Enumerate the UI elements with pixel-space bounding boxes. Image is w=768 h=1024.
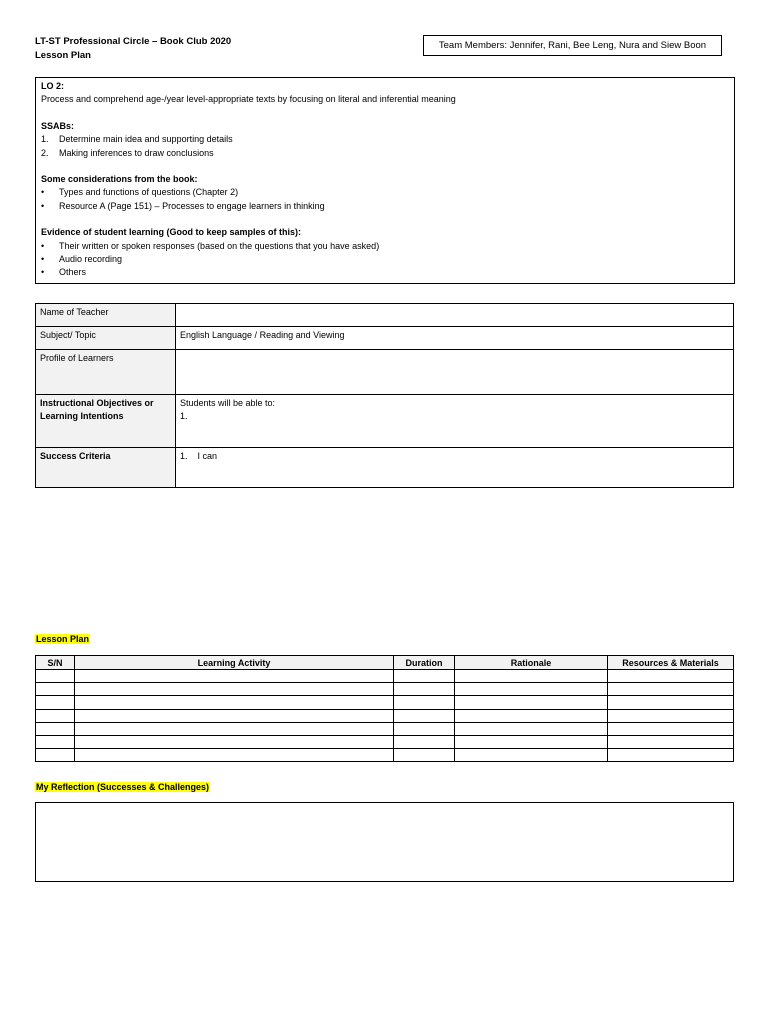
profile-label: Profile of Learners (36, 350, 176, 395)
table-cell[interactable] (36, 696, 75, 709)
table-row (36, 683, 734, 696)
table-cell[interactable] (455, 722, 608, 735)
team-members-box: Team Members: Jennifer, Rani, Bee Leng, Nura and Siew Boon (423, 35, 722, 56)
objectives-label: Instructional Objectives or Learning Intentions (36, 395, 176, 448)
table-row (36, 448, 734, 488)
table-row (36, 350, 734, 395)
objectives-field[interactable]: Students will be able to: 1. (176, 395, 734, 448)
table-row (36, 670, 734, 683)
table-cell[interactable] (608, 749, 734, 762)
lesson-info-table (35, 303, 734, 488)
lo-heading: LO 2: (41, 81, 65, 91)
evidence-heading: Evidence of student learning (Good to keep samples of this): (41, 227, 302, 238)
table-cell[interactable] (36, 709, 75, 722)
table-cell[interactable] (608, 670, 734, 683)
table-cell[interactable] (36, 749, 75, 762)
reflection-heading: My Reflection (Successes & Challenges) (36, 782, 210, 792)
list-item: 2. Making inferences to draw conclusions (41, 147, 214, 158)
table-cell[interactable] (608, 735, 734, 748)
table-cell[interactable] (36, 670, 75, 683)
document-header (35, 35, 231, 63)
table-cell[interactable] (75, 749, 394, 762)
subject-field[interactable]: English Language / Reading and Viewing (176, 327, 734, 350)
table-cell[interactable] (394, 735, 455, 748)
table-cell[interactable] (608, 722, 734, 735)
ssabs-heading: SSABs: (41, 120, 75, 131)
table-cell[interactable] (36, 735, 75, 748)
column-header-rationale: Rationale (455, 656, 608, 670)
table-row (36, 395, 734, 448)
table-row (36, 735, 734, 748)
table-cell[interactable] (455, 696, 608, 709)
lesson-plan-table (35, 655, 734, 762)
considerations-heading: Some considerations from the book: (41, 174, 198, 185)
table-cell[interactable] (75, 709, 394, 722)
table-cell[interactable] (394, 683, 455, 696)
table-cell[interactable] (75, 670, 394, 683)
evidence-list (41, 240, 729, 280)
column-header-sn: S/N (36, 656, 75, 670)
table-cell[interactable] (455, 683, 608, 696)
table-cell[interactable] (394, 722, 455, 735)
table-cell[interactable] (75, 696, 394, 709)
table-cell[interactable] (36, 683, 75, 696)
table-cell[interactable] (394, 696, 455, 709)
table-cell[interactable] (75, 722, 394, 735)
table-header-row (36, 656, 734, 670)
table-cell[interactable] (455, 709, 608, 722)
column-header-duration: Duration (394, 656, 455, 670)
ssabs-list (41, 133, 729, 160)
table-cell[interactable] (455, 749, 608, 762)
table-cell[interactable] (75, 735, 394, 748)
list-item: • Their written or spoken responses (based on the questions that you have asked) (41, 240, 380, 251)
profile-field[interactable] (176, 350, 734, 395)
table-cell[interactable] (455, 735, 608, 748)
table-row (36, 749, 734, 762)
success-criteria-label: Success Criteria (36, 448, 176, 488)
document-title: LT-ST Professional Circle – Book Club 2020 (35, 36, 232, 47)
document-subtitle: Lesson Plan (35, 50, 91, 61)
list-item: • Audio recording (41, 254, 123, 265)
list-item: • Types and functions of questions (Chapter 2) (41, 187, 239, 198)
column-header-resources: Resources & Materials (608, 656, 734, 670)
subject-label: Subject/ Topic (36, 327, 176, 350)
table-row (36, 722, 734, 735)
learning-outcome-box (35, 77, 735, 284)
table-cell[interactable] (394, 670, 455, 683)
lesson-plan-heading: Lesson Plan (36, 634, 90, 644)
table-row (36, 304, 734, 327)
table-cell[interactable] (608, 696, 734, 709)
lo-text: Process and comprehend age-/year level-appropriate texts by focusing on literal and inferential meaning (41, 94, 456, 105)
table-cell[interactable] (394, 709, 455, 722)
list-item: • Others (41, 267, 87, 278)
table-cell[interactable] (455, 670, 608, 683)
table-cell[interactable] (394, 749, 455, 762)
list-item: 1. Determine main idea and supporting details (41, 134, 233, 145)
considerations-list (41, 186, 729, 213)
table-row (36, 709, 734, 722)
reflection-box[interactable] (35, 802, 734, 882)
table-cell[interactable] (608, 709, 734, 722)
name-of-teacher-field[interactable] (176, 304, 734, 327)
name-of-teacher-label: Name of Teacher (36, 304, 176, 327)
table-cell[interactable] (608, 683, 734, 696)
table-row (36, 696, 734, 709)
list-item: • Resource A (Page 151) – Processes to engage learners in thinking (41, 200, 325, 211)
success-criteria-field[interactable]: 1. I can (176, 448, 734, 488)
table-cell[interactable] (75, 683, 394, 696)
table-row (36, 327, 734, 350)
column-header-learning-activity: Learning Activity (75, 656, 394, 670)
table-cell[interactable] (36, 722, 75, 735)
